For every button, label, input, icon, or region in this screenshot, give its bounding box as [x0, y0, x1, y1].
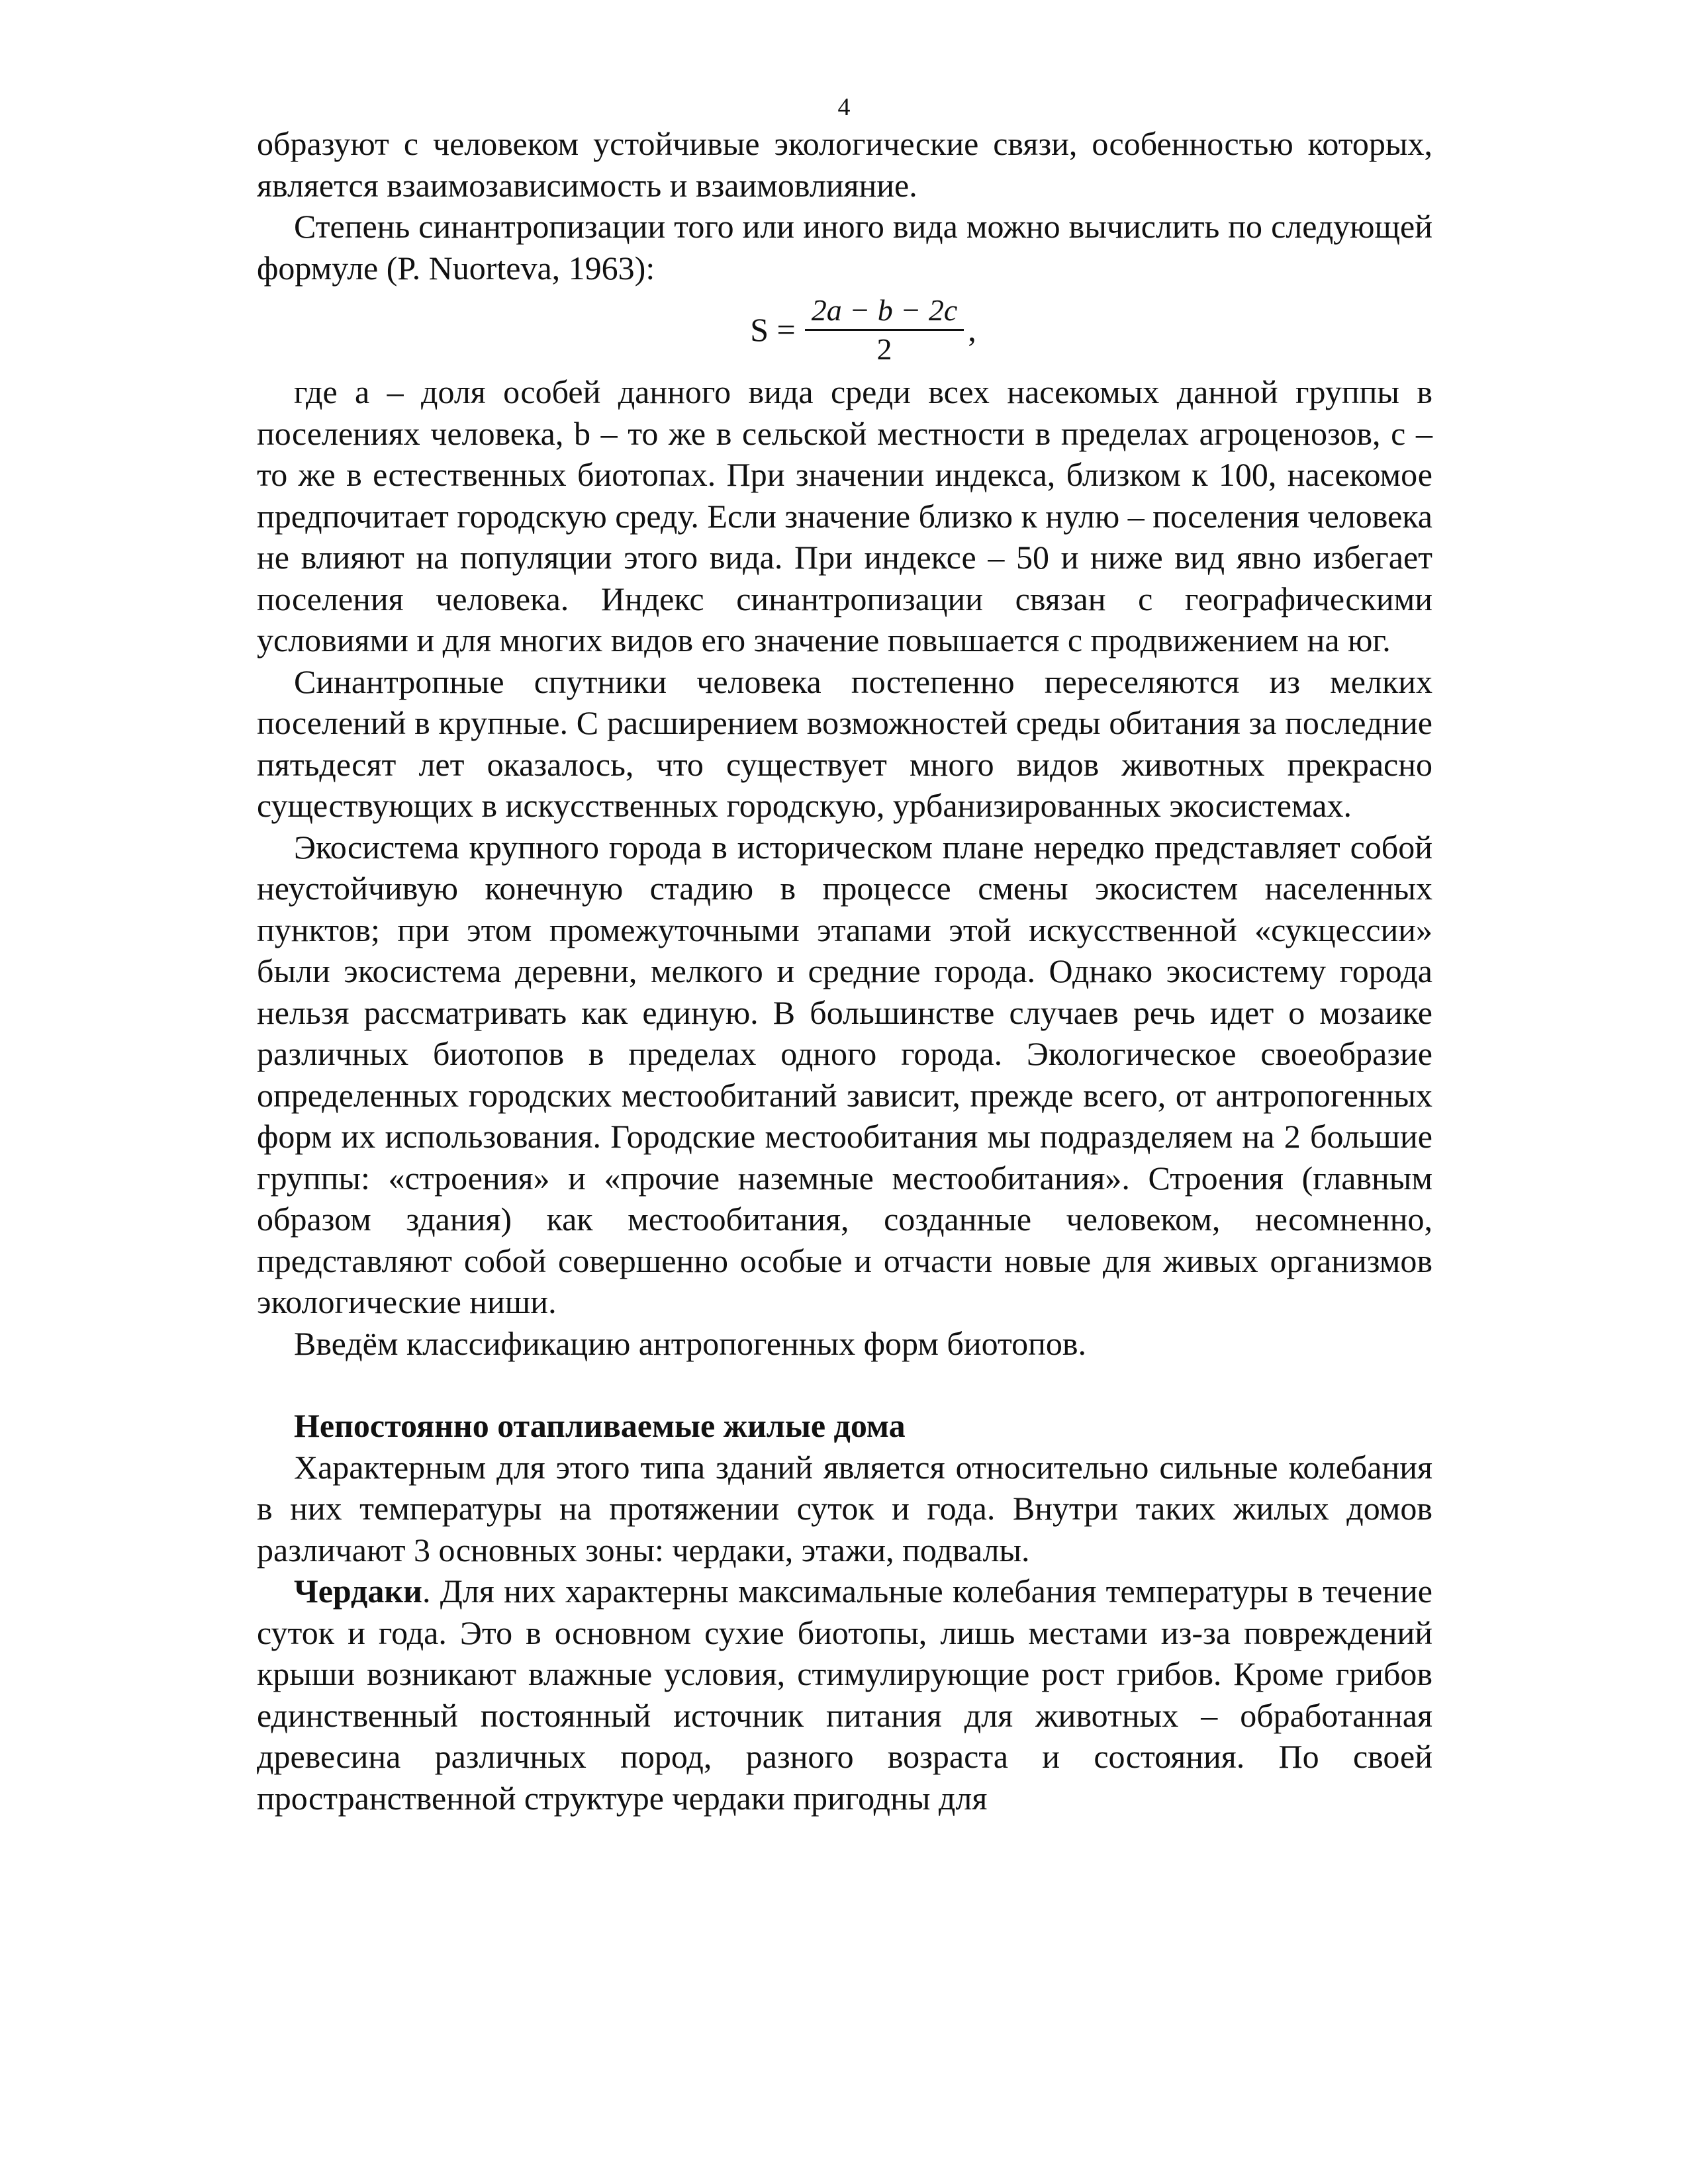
section-heading: Непостоянно отапливаемые жилые дома [294, 1407, 906, 1444]
paragraph-attics [257, 1570, 1432, 1819]
formula-denominator: 2 [876, 332, 892, 366]
paragraph-section-intro: Характерным для этого типа зданий является относительно сильные колебания в них температуры на протяжении суток и года. Внутри таких жилых домов различают 3 основных зоны: чердаки, этажи, подвалы. [257, 1448, 1432, 1569]
paragraph-attics-text: . Для них характерны максимальные колебания температуры в течение суток и года. Это в основном сухие биотопы, лишь местами из-за повреждений крыши возникают влажные условия, стимулирующие рост грибов. Кроме грибов единственный постоянный источник питания для животных – обработанная древесина различных пород, разного возраста и состояния. По своей пространственной структуре чердаки пригодны для [257, 1572, 1432, 1817]
paragraph-formula-intro: Степень синантропизации того или иного вида можно вычислить по следующей формуле (P. Nuorteva, 1963): [257, 208, 1432, 287]
term-attics: Чердаки [294, 1572, 422, 1610]
paragraph-formula-explanation: где а – доля особей данного вида среди всех насекомых данной группы в поселениях человека, b – то же в сельской местности в пределах агроценозов, с – то же в естественных биотопах. При значении индекса, близком к 100, насекомое предпочитает городскую среду. Если значение близко к нулю – поселения человека не влияют на популяции этого вида. При индексе – 50 и ниже вид явно избегает поселения человека. Индекс синантропизации связан с географическими условиями и для многих видов его значение повышается с продвижением на юг. [257, 373, 1432, 659]
paragraph-city-ecosystem: Экосистема крупного города в историческом плане нередко представляет собой неустойчивую конечную стадию в процессе смены экосистем населенных пунктов; при этом промежуточными этапами этой искусственной «сукцессии» были экосистема деревни, мелкого и средние города. Однако экосистему города нельзя рассматривать как единую. В большинстве случаев речь идет о мозаике различных биотопов в пределах одного города. Экологическое своеобразие определенных городских местообитаний зависит, прежде всего, от антропогенных форм их использования. Городские местообитания мы подразделяем на 2 большие группы: «строения» и «прочие наземные местообитания». Строения (главным образом здания) как местообитания, созданные человеком, несомненно, представляют собой совершенно особые и отчасти новые для живых организмов экологические ниши. [257, 828, 1432, 1320]
formula-numerator: 2a − b − 2c [805, 292, 964, 331]
formula-lhs: S = [750, 311, 796, 349]
formula-trailing-comma: , [968, 311, 976, 349]
body-text [257, 123, 1432, 1819]
synanthropy-formula [294, 289, 1432, 371]
paragraph-continuation: образуют с человеком устойчивые экологические связи, особенностью которых, является взаимозависимость и взаимовлияние. [257, 125, 1432, 204]
page-number: 4 [837, 93, 851, 121]
paragraph-synanthropic-companions: Синантропные спутники человека постепенно переселяются из мелких поселений в крупные. С расширением возможностей среды обитания за последние пятьдесят лет оказалось, что существует много видов животных прекрасно существующих в искусственных городскую, урбанизированных экосистемах. [257, 662, 1432, 824]
formula-fraction [805, 292, 964, 368]
paragraph-classification-intro: Введём классификацию антропогенных форм биотопов. [294, 1324, 1086, 1362]
